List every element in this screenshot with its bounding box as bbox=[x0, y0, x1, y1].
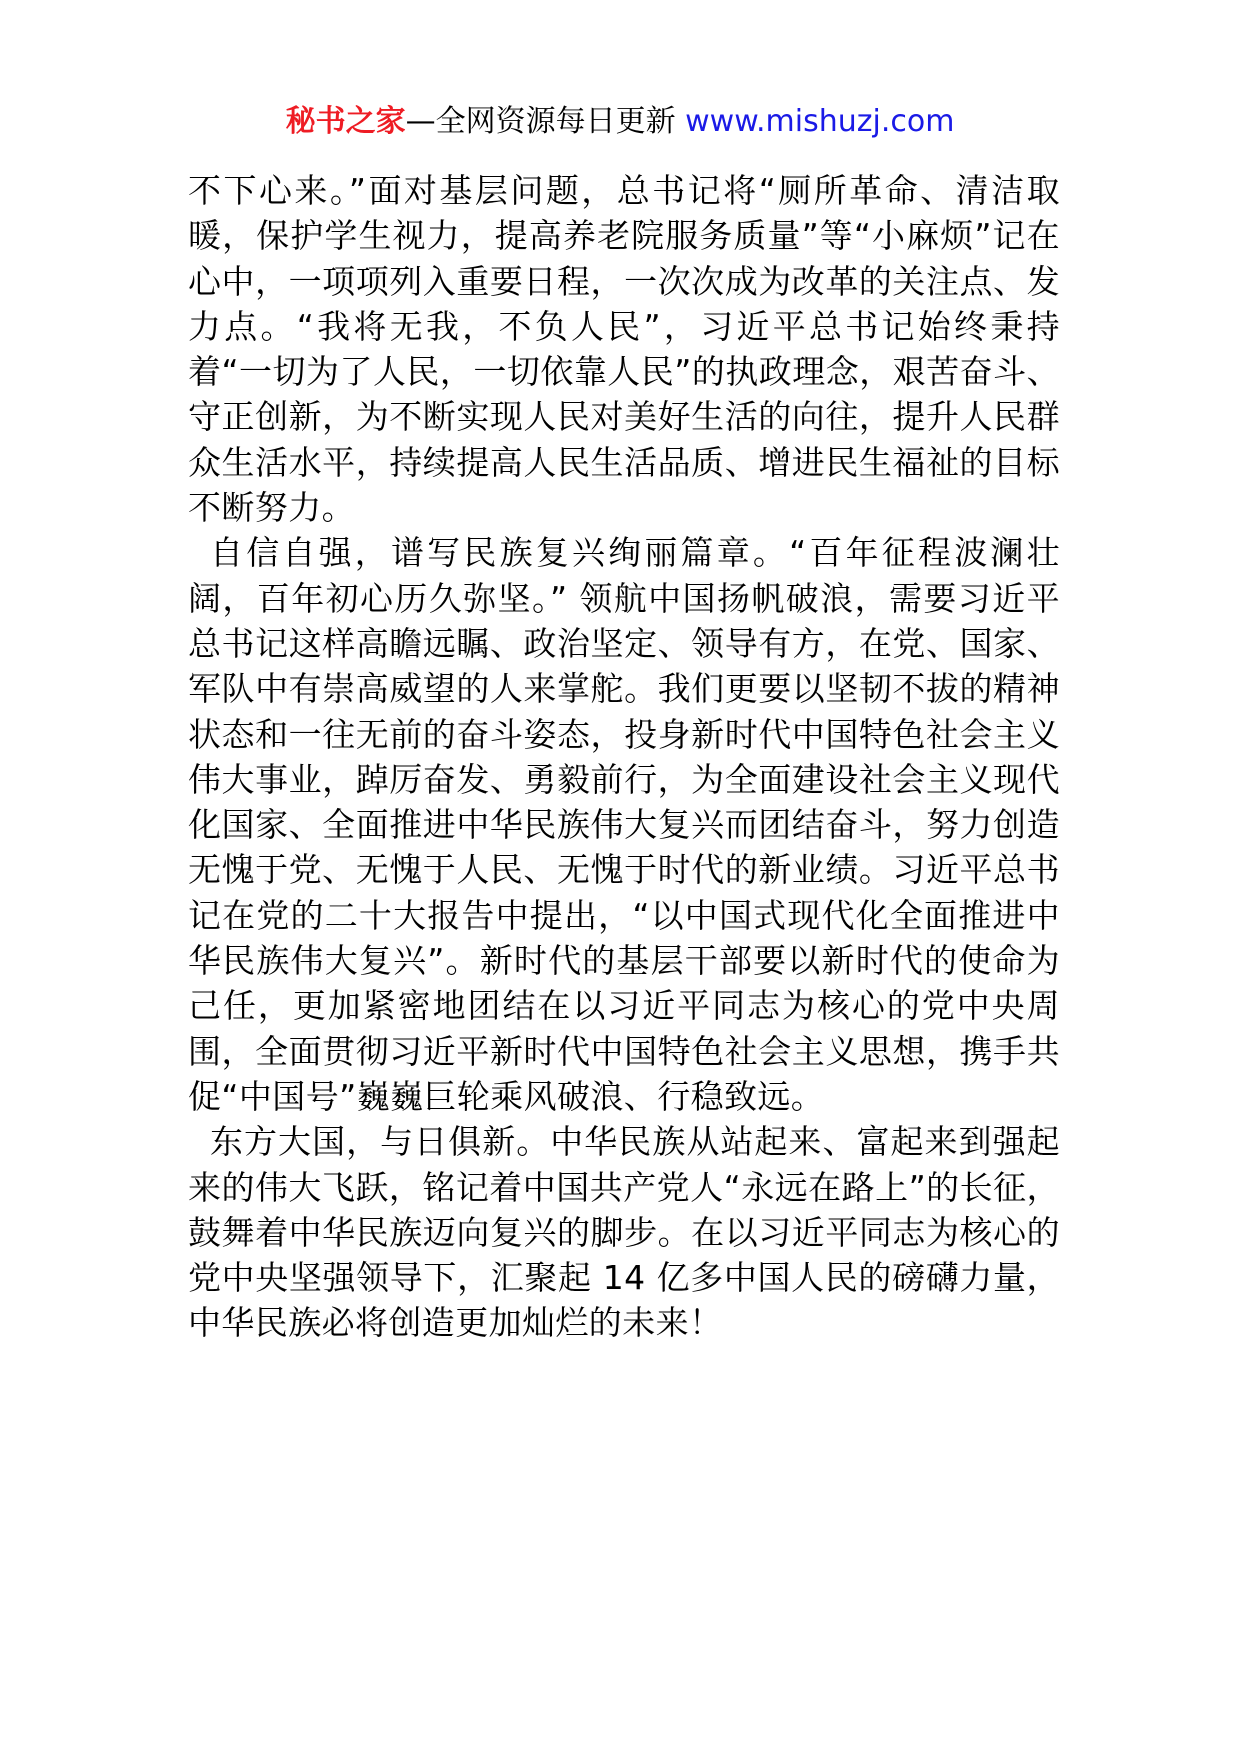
page-header bbox=[0, 100, 1240, 144]
document-body bbox=[188, 168, 1060, 1346]
paragraph-3: 东方大国，与日俱新。中华民族从站起来、富起来到强起来的伟大飞跃，铭记着中国共产党人“永远在路上”的长征，鼓舞着中华民族迈向复兴的脚步。在以习近平同志为核心的党中央坚强领导下，汇聚起 14 亿多中国人民的磅礴力量，中华民族必将创造更加灿烂的未来！ bbox=[188, 1122, 1060, 1343]
paragraph-2: 自信自强，谱写民族复兴绚丽篇章。“百年征程波澜壮阔，百年初心历久弥坚。” 领航中国扬帆破浪，需要习近平总书记这样高瞻远瞩、政治坚定、领导有方，在党、国家、军队中有崇高威望的人来掌舵。我们更要以坚韧不拔的精神状态和一往无前的奋斗姿态，投身新时代中国特色社会主义伟大事业，踔厉奋发、勇毅前行，为全面建设社会主义现代化国家、全面推进中华民族伟大复兴而团结奋斗，努力创造无愧于党、无愧于人民、无愧于时代的新业绩。习近平总书记在党的二十大报告中提出，“以中国式现代化全面推进中华民族伟大复兴”。新时代的基层干部要以新时代的使命为己任，更加紧密地团结在以习近平同志为核心的党中央周围，全面贯彻习近平新时代中国特色社会主义思想，携手共促“中国号”巍巍巨轮乘风破浪、行稳致远。 bbox=[188, 533, 1060, 1116]
site-tagline: —全网资源每日更新 bbox=[405, 104, 686, 139]
site-url-link[interactable]: www.mishuzj.com bbox=[685, 104, 955, 139]
paragraph-1: 不下心来。”面对基层问题，总书记将“厕所革命、清洁取暖，保护学生视力，提高养老院服务质量”等“小麻烦”记在心中，一项项列入重要日程，一次次成为改革的关注点、发力点。“我将无我，不负人民”，习近平总书记始终秉持着“一切为了人民，一切依靠人民”的执政理念，艰苦奋斗、守正创新，为不断实现人民对美好生活的向往，提升人民群众生活水平，持续提高人民生活品质、增进民生福祉的目标不断努力。 bbox=[188, 171, 1060, 528]
site-brand: 秘书之家 bbox=[285, 104, 406, 139]
